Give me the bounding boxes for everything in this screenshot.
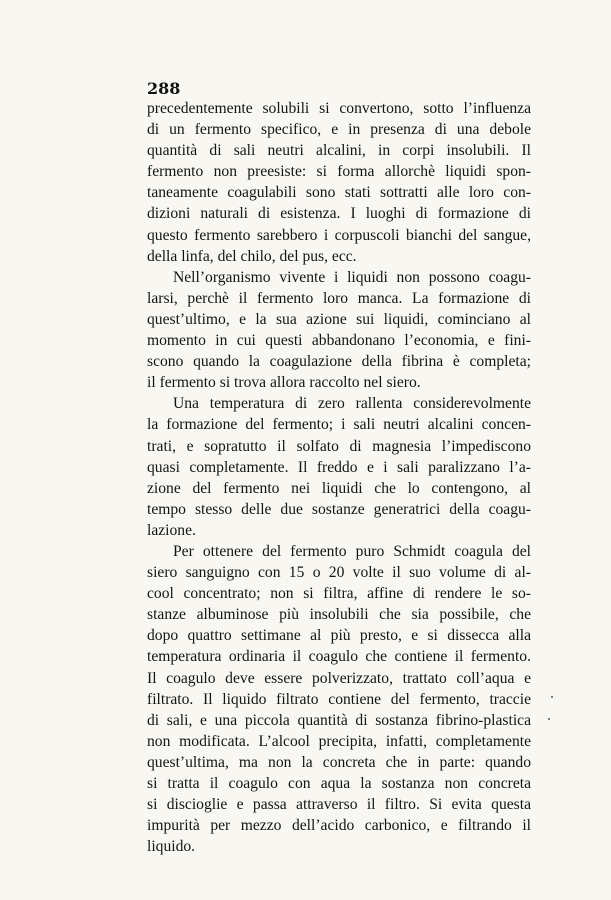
text-line: scono quando la coagulazione della fibrina è completa; [147, 353, 531, 371]
text-line: larsi, perchè il fermento loro manca. La formazione di [147, 289, 531, 307]
page-number: 288 [147, 79, 181, 98]
text-line: quest’ultima, ma non la concreta che in parte: quando [147, 753, 531, 771]
text-line: siero sanguigno con 15 o 20 volte il suo volume di al- [147, 564, 531, 582]
text-line: taneamente coagulabili sono stati sottratti alle loro con- [147, 184, 531, 202]
text-line: stanze albuminose più insolubili che sia possibile, che [147, 606, 531, 624]
text-line: liquido. [147, 838, 196, 856]
text-line: Nell’organismo vivente i liquidi non possono coagu- [173, 268, 531, 286]
ink-speck [551, 696, 553, 698]
text-line: non modificata. L’alcool precipita, infatti, completamente [147, 732, 531, 750]
text-line: cool concentrato; non si filtra, affine di rendere le so- [147, 585, 531, 603]
paragraph-2 [147, 267, 531, 394]
text-line: Per ottenere del fermento puro Schmidt coagula del [173, 542, 531, 560]
text-line: questo fermento sarebbero i corpuscoli bianchi del sangue, [147, 226, 531, 244]
text-line: dopo quattro settimane al più presto, e si dissecca alla [147, 627, 531, 645]
text-line: si discioglie e passa attraverso il filtro. Si evita questa [147, 796, 531, 814]
text-line: temperatura ordinaria il coagulo che contiene il fermento. [147, 648, 531, 666]
text-line: lazione. [147, 521, 196, 539]
text-line: fermento non preesiste: si forma allorchè liquidi spon- [147, 163, 531, 181]
text-line: trati, e sopratutto il solfato di magnesia l’impediscono [147, 437, 531, 455]
text-line: quest’ultimo, e la sua azione sui liquidi, cominciano al [147, 310, 531, 328]
paragraph-4 [147, 541, 531, 857]
text-line: impurità per mezzo dell’acido carbonico, e filtrando il [147, 817, 531, 835]
text-line: la formazione del fermento; i sali neutri alcalini concen- [147, 416, 531, 434]
text-line: precedentemente solubili si convertono, sotto l’influenza [147, 100, 531, 117]
text-line: zione del fermento nei liquidi che lo contengono, al [147, 479, 531, 497]
text-line: di sali, e una piccola quantità di sostanza fibrino-plastica [147, 711, 531, 729]
text-line: Il coagulo deve essere polverizzato, trattato coll’aqua e [147, 669, 531, 687]
text-line: il fermento si trova allora raccolto nel siero. [147, 374, 421, 392]
text-line: della linfa, del chilo, del pus, ecc. [147, 247, 357, 265]
text-line: tempo stesso delle due sostanze generatrici della coagu- [147, 500, 531, 518]
text-line: filtrato. Il liquido filtrato contiene del fermento, traccie [147, 690, 531, 708]
paragraph-1 [147, 98, 531, 267]
text-line: di un fermento specifico, e in presenza di una debole [147, 121, 531, 139]
text-line: quasi completamente. Il freddo e i sali paralizzano l’a- [147, 458, 531, 476]
ink-speck [548, 718, 550, 720]
body-text [147, 98, 531, 857]
text-line: Una temperatura di zero rallenta considerevolmente [173, 395, 531, 413]
paragraph-3 [147, 393, 531, 541]
text-line: si tratta il coagulo con aqua la sostanza non concreta [147, 775, 531, 792]
text-line: quantità di sali neutri alcalini, in corpi insolubili. Il [147, 142, 531, 160]
text-line: momento in cui questi abbandonano l’economia, e fini- [147, 332, 531, 350]
text-line: dizioni naturali di esistenza. I luoghi di formazione di [147, 205, 531, 223]
